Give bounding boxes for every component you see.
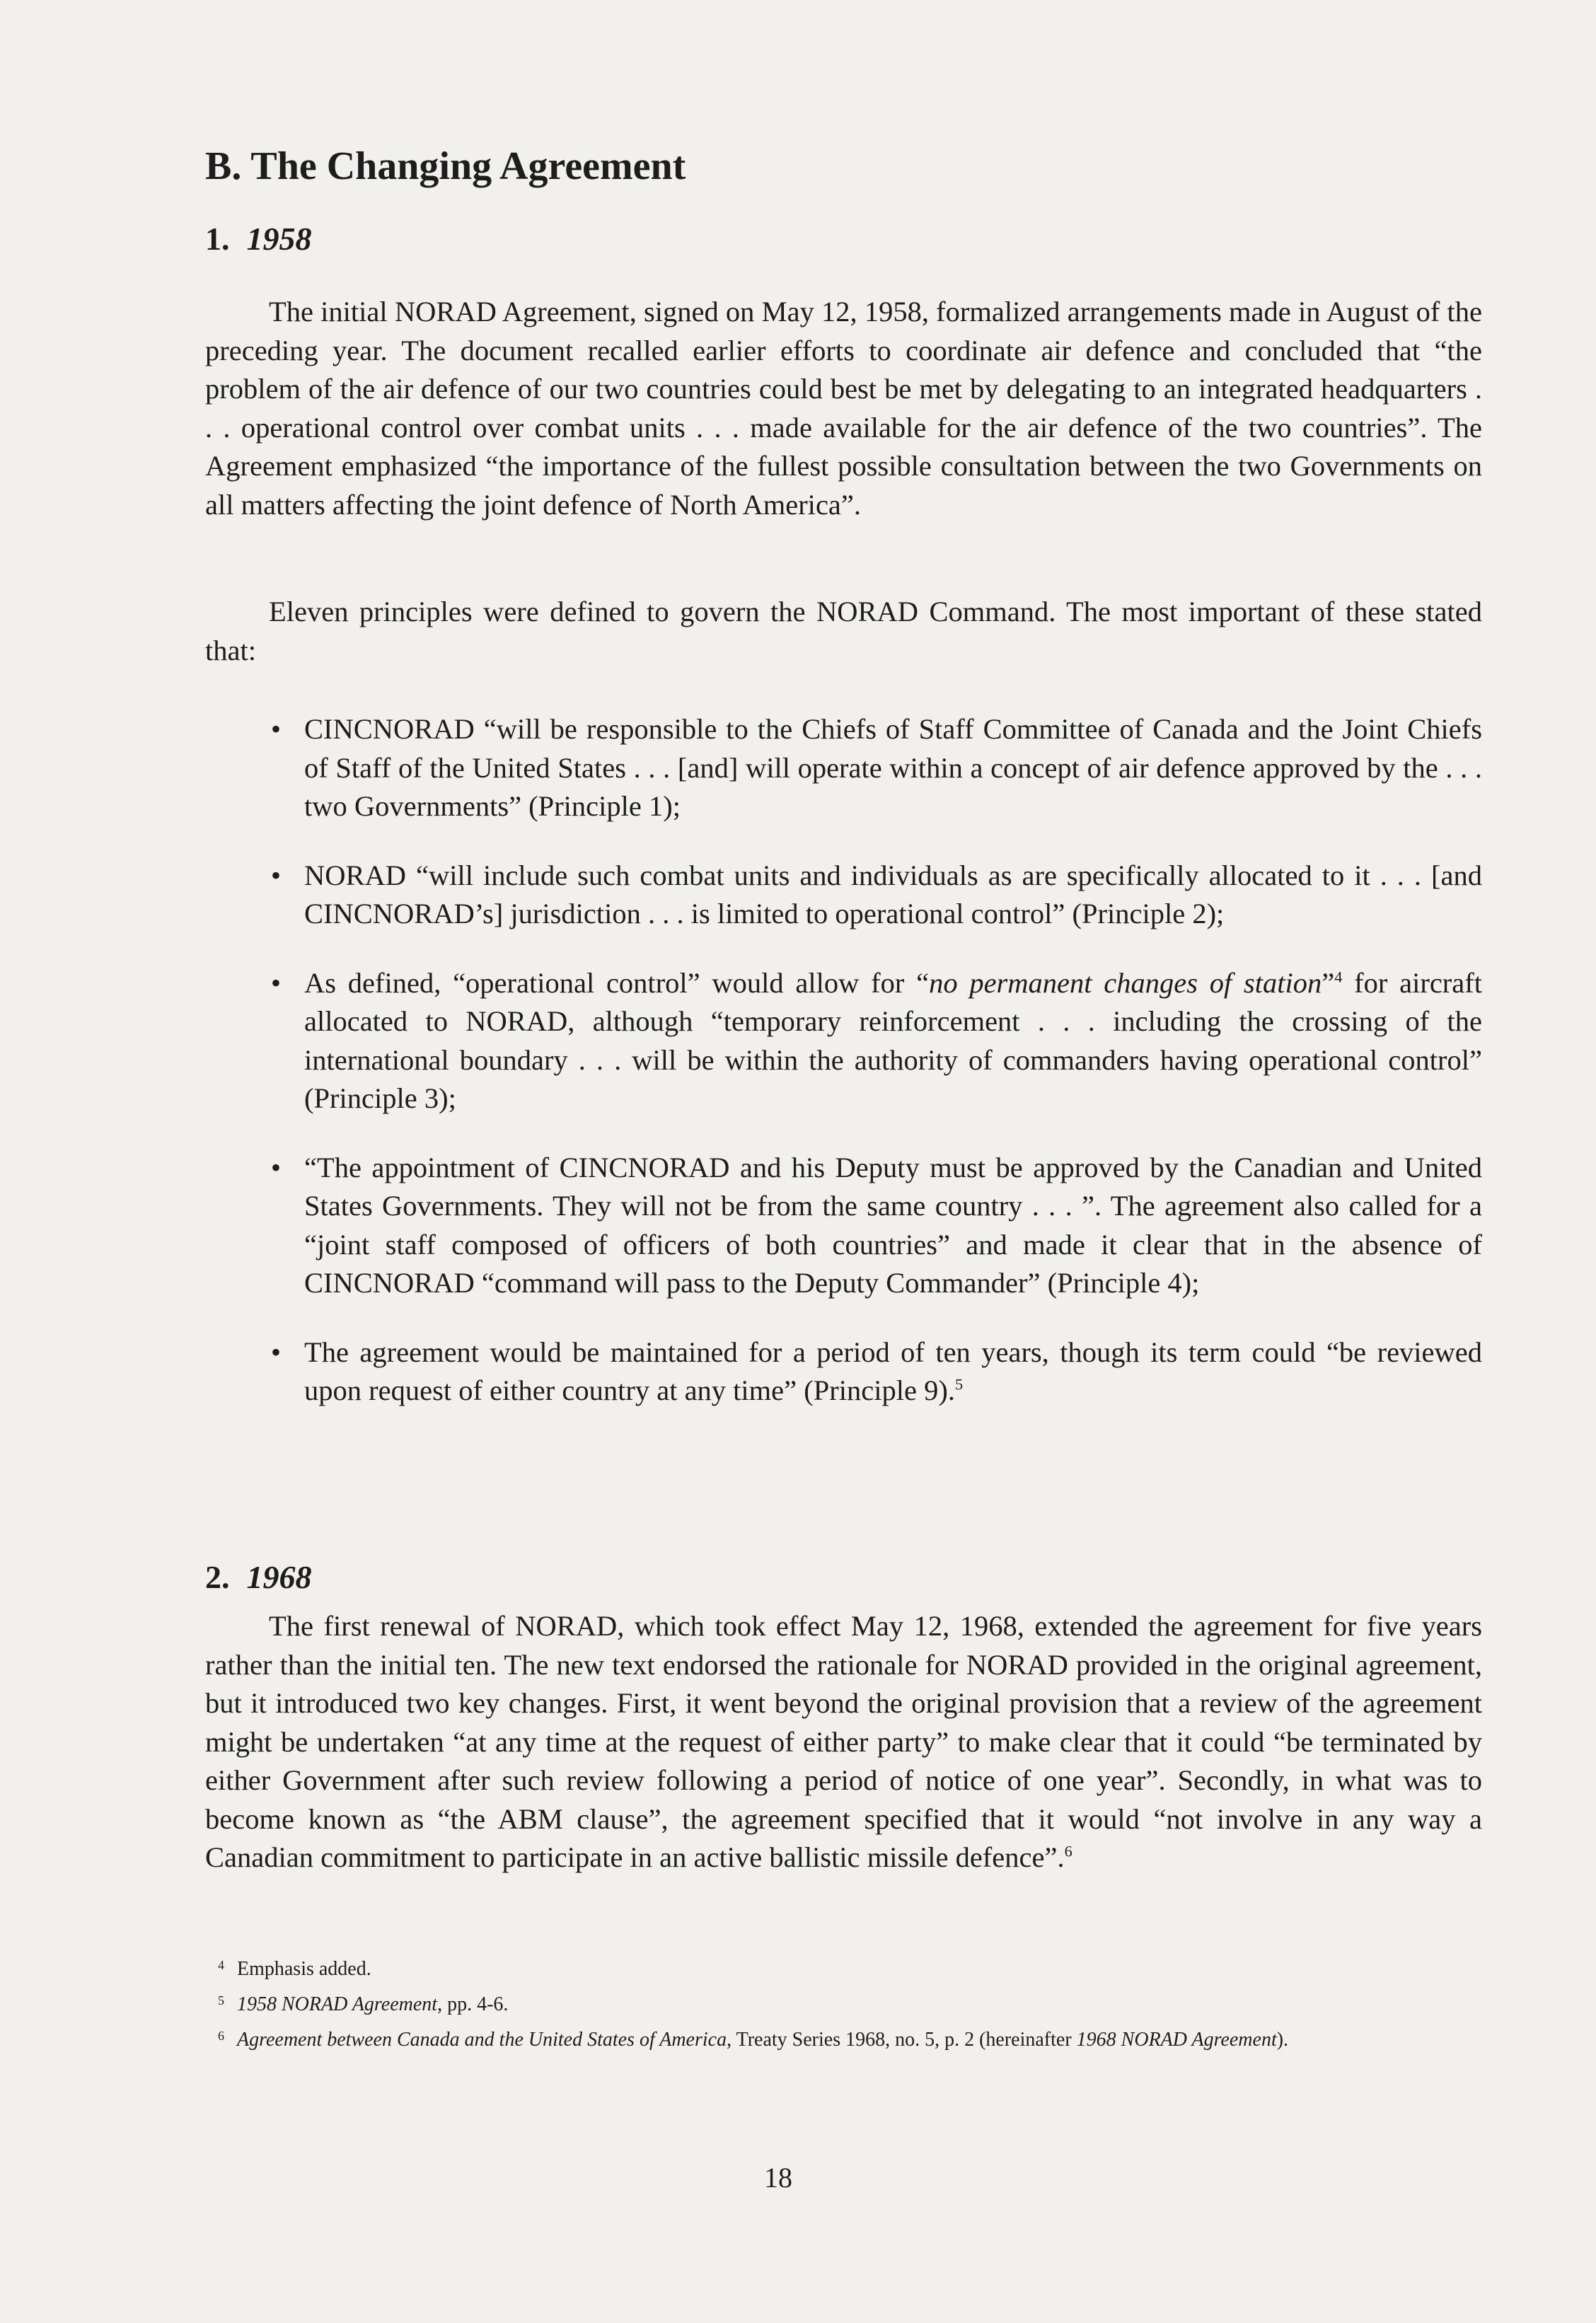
footnote-4 (205, 1957, 1482, 1982)
footnote-6-end: ). (1276, 2029, 1289, 2051)
footnote-marker: 5 (218, 1993, 224, 2008)
principle-1-text: CINCNORAD “will be responsible to the Chiefs of Staff Committee of Canada and the Joint Chiefs of Staff of the United States . . . [and] will operate within a concept of air defence approved by the . . . two Governments” (Principle 1); (304, 713, 1482, 822)
footnote-6 (205, 2027, 1482, 2053)
bullet-icon: • (270, 966, 282, 999)
principle-3-text-pre: As defined, “operational control” would allow for “ (304, 966, 930, 999)
footnote-marker: 6 (218, 2029, 224, 2043)
footnote-ref-4: 4 (1334, 968, 1343, 985)
footnote-5-text: , pp. 4-6. (437, 1993, 509, 2015)
page-number: 18 (764, 2162, 792, 2194)
footnote-6-short-title: 1968 NORAD Agreement (1076, 2029, 1277, 2051)
renewal-text: The first renewal of NORAD, which took effect May 12, 1968, extended the agreement for five years rather than the initial ten. The new text endorsed the rationale for NORAD provided in the original agreement, but it introduced two key changes. First, it went beyond the original provision that a review of the agreement might be undertaken “at any time at the request of either party” to make clear that it could “be terminated by either Government after such review following a period of notice of one year”. Secondly, in what was to become known as “the ABM clause”, the agreement specified that it would “not involve in any way a Canadian commitment to participate in an active ballistic missile defence”. (205, 1610, 1482, 1873)
bullet-icon: • (270, 859, 282, 891)
footnote-5-title: 1958 NORAD Agreement (237, 1993, 438, 2015)
subsection-heading-1968 (205, 1558, 312, 1597)
bullet-icon: • (270, 1336, 282, 1368)
footnote-5 (205, 1992, 1482, 2017)
footnotes (205, 1957, 1482, 2063)
paragraph-initial-agreement: The initial NORAD Agreement, signed on May 12, 1958, formalized arrangements made in August of the preceding year. The document recalled earlier efforts to coordinate air defence and concluded that “the problem of the air defence of our two countries could best be met by delegating to an integrated headquarters . . . operational control over combat units . . . made available for the air defence of the two countries”. The Agreement emphasized “the importance of the fullest possible consultation between the two Governments on all matters affecting the joint defence of North America”. (205, 296, 1482, 521)
principle-3-close-quote: ” (1322, 966, 1335, 999)
principle-3-text-post: for aircraft allocated to NORAD, although “temporary reinforcement . . . including the crossing of the international boundary . . . will be within the authority of commanders having operational control” (Principle 3); (304, 966, 1482, 1114)
footnote-marker: 4 (218, 1958, 224, 1972)
principle-3-emphasis: no permanent changes of station (929, 966, 1322, 999)
principle-2-item (205, 857, 1482, 934)
principle-3-item (205, 964, 1482, 1118)
principle-9-item (205, 1333, 1482, 1410)
footnote-6-title: Agreement between Canada and the United States of America (237, 2029, 727, 2051)
footnote-6-text: , Treaty Series 1968, no. 5, p. 2 (hereinafter (727, 2029, 1077, 2051)
subsection-year: 1968 (246, 1559, 312, 1595)
footnote-ref-6: 6 (1064, 1842, 1072, 1860)
principle-4-text: “The appointment of CINCNORAD and his Deputy must be approved by the Canadian and United States Governments. They will not be from the same country . . . ”. The agreement also called for a “joint staff composed of officers of both countries” and made it clear that in the absence of CINCNORAD “command will pass to the Deputy Commander” (Principle 4); (304, 1151, 1482, 1299)
subsection-heading-1958 (205, 219, 312, 259)
principle-2-text: NORAD “will include such combat units and individuals as are specifically allocated to it . . . [and CINCNORAD’s] jurisdiction . . . is limited to operational control” (Principle 2); (304, 859, 1482, 929)
principle-9-text: The agreement would be maintained for a period of ten years, though its term could “be reviewed upon request of either country at any time” (Principle 9). (304, 1336, 1482, 1406)
footnote-ref-5: 5 (954, 1375, 964, 1394)
subsection-year: 1958 (246, 221, 312, 257)
subsection-number: 2. (205, 1559, 230, 1595)
bullet-icon: • (270, 1151, 282, 1183)
paragraph-eleven-principles: Eleven principles were defined to govern the NORAD Command. The most important of these stated that: (205, 596, 1482, 666)
principle-1-item (205, 710, 1482, 826)
section-heading: B. The Changing Agreement (205, 144, 686, 188)
paragraph-first-renewal (205, 1607, 1482, 1877)
subsection-number: 1. (205, 221, 230, 257)
footnote-4-text: Emphasis added. (237, 1958, 371, 1980)
principle-4-item (205, 1149, 1482, 1303)
bullet-icon: • (270, 713, 282, 745)
principles-list (205, 710, 1482, 1441)
